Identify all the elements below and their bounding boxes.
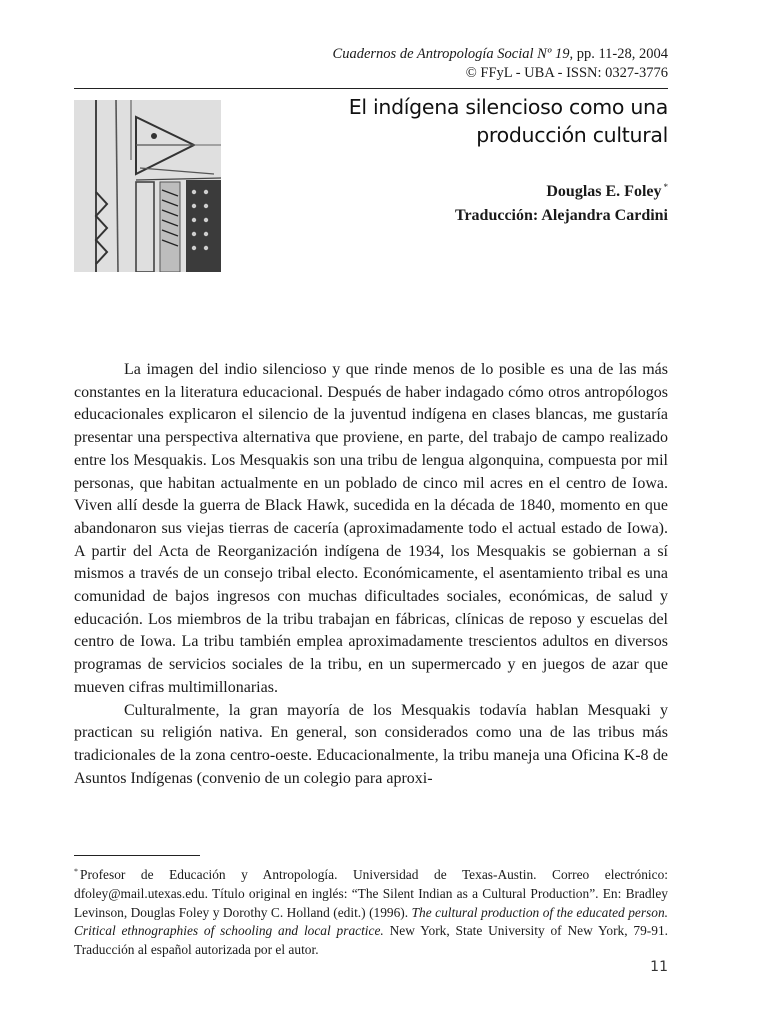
- header-rule: [74, 88, 668, 89]
- translator-line: Traducción: Alejandra Cardini: [454, 207, 668, 224]
- byline: [455, 175, 668, 228]
- journal-copyright: © FFyL - UBA - ISSN: 0327-3776: [465, 65, 668, 81]
- article-title: [349, 93, 668, 149]
- author-footnote-mark: *: [663, 182, 668, 192]
- journal-header: [333, 45, 668, 83]
- article-title-line-2: producción cultural: [476, 123, 668, 147]
- journal-pages: , pp. 11-28, 2004: [569, 46, 668, 62]
- footnote: [74, 863, 668, 960]
- body-paragraph-1: La imagen del indio silencioso y que rinde menos de lo posible es una de las más constantes en la literatura educacional. Después de haber indagado cómo otros antropólogos educacionales explicaron el silencio de la juventud indígena en clases blancas, me gustaría presentar una perspectiva alternativa que proviene, en parte, del trabajo de campo realizado entre los Mesquakis. Los Mesquakis son una tribu de lengua algonquina, compuesta por mil personas, que habitan actualmente en un poblado de cinco mil acres en el centro de Iowa. Viven allí desde la guerra de Black Hawk, sucedida en la década de 1840, momento en que abandonaron sus viejas tierras de cacería (aproximadamente todo el actual estado de Iowa). A partir del Acta de Reorganización indígena de 1934, los Mesquakis se gobiernan a sí mismos a través de un consejo tribal electo. Económicamente, el asentamiento tribal es una comunidad de bajos ingresos con muchas dificultades sociales, económicas, de salud y educación. Los miembros de la tribu trabajan en fábricas, clínicas de reposo y escuelas del centro de Iowa. La tribu también emplea aproximadamente trescientos adultos en diversos programas de servicios sociales de la tribu, en un supermercado y en juegos de azar que mueven cifras multimillonarias.: [74, 361, 668, 696]
- journal-citation: [333, 45, 668, 64]
- body-paragraph-2: Culturalmente, la gran mayoría de los Mesquakis todavía hablan Mesquaki y practican su religión nativa. En general, son considerados como una de las tribus más tradicionales de la zona centro-oeste. Educacionalmente, la tribu maneja una Oficina K-8 de Asuntos Indígenas (convenio de un colegio para aproxi-: [74, 701, 668, 787]
- article-title-line-1: El indígena silencioso como una: [348, 95, 668, 119]
- footnote-rule: [74, 855, 200, 856]
- footnote-text-part-1: Profesor de Educación y Antropología. Universidad de Texas-Austin. Correo electrónico: dfoley@mail.utexas.edu. Título original en inglés: “The Silent Indian as a Cultural Production”. En: Bradley Levinson, Douglas Foley y Dorothy C. Holland (edit.) (1996).: [74, 867, 668, 920]
- article-body: [74, 359, 668, 790]
- footnote-mark: *: [74, 867, 78, 876]
- author-line: [455, 175, 668, 204]
- author-name: Douglas E. Foley: [546, 183, 662, 200]
- page-number: 11: [650, 959, 668, 975]
- footnote-text-part-2: New York, State University of New York, 79-91. Traducción al español autorizada por el autor.: [74, 923, 668, 958]
- journal-name: Cuadernos de Antropología Social Nº 19: [332, 46, 570, 62]
- abstract-sketch-illustration: [74, 100, 221, 272]
- footnote-book-title: The cultural production of the educated person. Critical ethnographies of schooling and local practice.: [74, 904, 668, 939]
